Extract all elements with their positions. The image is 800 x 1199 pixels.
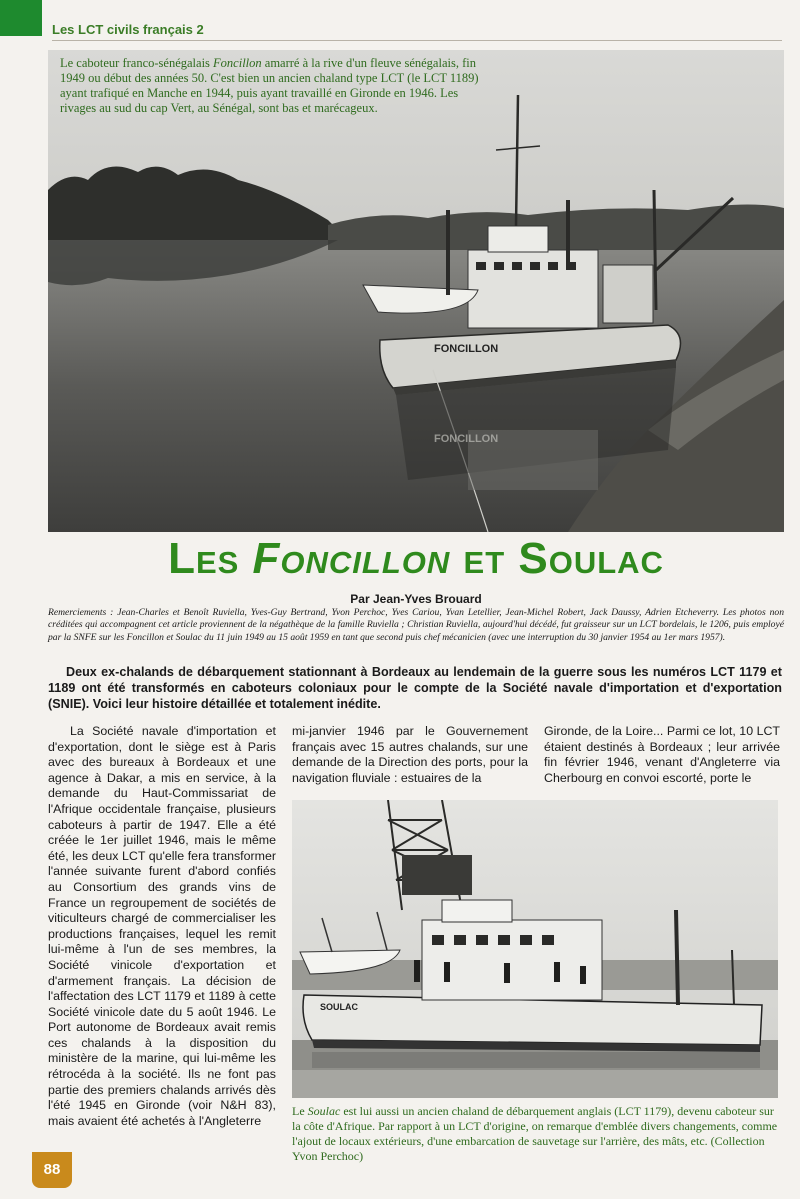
section-tab [0, 0, 42, 36]
caption-ship-name: Foncillon [213, 56, 262, 70]
caption-ship-name: Soulac [307, 1104, 341, 1118]
caption-text-cont: amarré à la rive d'un fleuve sénégalais, fin 1949 ou début des années 50. C'est bien un ancien chaland type LCT (le LCT 1189) ayant trafiqué en Manche en 1944, puis ayant travaillé en Gironde en 1946. Les rivages au sud du cap Vert, au Sénégal, sont bas et marécageux. [60, 56, 479, 115]
byline: Par Jean-Yves Brouard [350, 592, 482, 606]
title-part-1: Les [168, 534, 240, 583]
hull-name-foncillon: FONCILLON [434, 343, 499, 355]
caption-photo-soulac [292, 1104, 782, 1164]
body-column-2: mi-janvier 1946 par le Gouvernement français avec 15 autres chalands, sur une demande de la Direction des ports, pour la navigation fluviale : estuaires de la [292, 724, 528, 785]
photo-foncillon [48, 50, 784, 532]
caption-text: Le caboteur franco-sénégalais [60, 56, 214, 70]
body-column-1: La Société navale d'importation et d'exportation, dont le siège est à Paris avec des bureaux à Bordeaux et une agence à Dakar, a mis en service, à la demande du Haut-Commissariat de l'Afrique occidentale française, plusieurs caboteurs à partir de 1947. Elle a été créée le 1er juillet 1946, mais le même été, les deux LCT qu'elle fera transformer l'année suivante furent d'abord confiés au Consortium des grands vins de France un regroupement de sociétés de viticulteurs chargé de commercialiser les productions françaises, lequel les remit lui-même à l'un de ses membres, la Société vinicole d'exportation et d'armement français. La décision de l'affectation des LCT 1179 et 1189 à cette Société vinicole date du 5 août 1946. Le Port autonome de Bordeaux avait remis ces chalands à la disposition du ministère de la marine, qui lui-même les rétrocéda à la société. Ils ne font pas partie des premiers chalands arrivés dès l'été 1945 en Gironde (voir N&H 83), mais avaient été achetés à l'Angleterre [48, 724, 276, 1128]
page-number: 88 [32, 1152, 72, 1188]
hull-name-soulac: SOULAC [320, 1002, 358, 1012]
acknowledgements: Remerciements : Jean-Charles et Benoît Ruviella, Yves-Guy Bertrand, Yvon Perchoc, Yves Cariou, Yvan Letellier, Jean-Michel Robert, Jack Daussy, Adrien Etcheverry. Les photos non créditées qui accompagnent cet article proviennent de la négathèque de la famille Ruviella ; Christian Ruviella, aujourd'hui décédé, fut graisseur sur un LCT bordelais, le 1206, puis employé par la SNFE sur les Foncillon et Soulac du 11 juin 1949 au 15 août 1959 en tant que second puis chef mécanicien (avec une interruption du 30 janvier 1954 au 1er mars 1957). [48, 607, 784, 643]
article-title [48, 534, 784, 584]
caption-photo-foncillon [60, 56, 480, 116]
caption-text-cont: est lui aussi un ancien chaland de débarquement anglais (LCT 1179), devenu caboteur sur la côte d'Afrique. Par rapport à un LCT d'origine, on remarque d'emblée divers changements, comme l'ajout de locaux extérieurs, d'une embarcation de sauvetage sur l'arrière, des mâts, etc. (Collection Yvon Perchoc) [292, 1104, 778, 1163]
running-head: Les LCT civils français 2 [52, 22, 204, 37]
caption-text: Le [292, 1104, 308, 1118]
hull-name-reflection: FONCILLON [434, 433, 499, 445]
title-part-3: et Soulac [463, 534, 664, 583]
photo-soulac [292, 800, 778, 1098]
lead-paragraph: Deux ex-chalands de débarquement stationnant à Bordeaux au lendemain de la guerre sous les numéros LCT 1179 et 1189 ont été transformés en caboteurs coloniaux pour le compte de la Société navale d'importation et d'exportation (SNIE). Voici leur histoire détaillée et totalement inédite. [48, 665, 782, 711]
title-ship-foncillon: Foncillon [252, 534, 451, 583]
header-rule [52, 40, 782, 41]
body-column-3: Gironde, de la Loire... Parmi ce lot, 10 LCT étaient destinés à Bordeaux ; leur arrivée fin février 1946, venant d'Angleterre via Cherbourg en convoi escorté, porte le [544, 724, 780, 785]
